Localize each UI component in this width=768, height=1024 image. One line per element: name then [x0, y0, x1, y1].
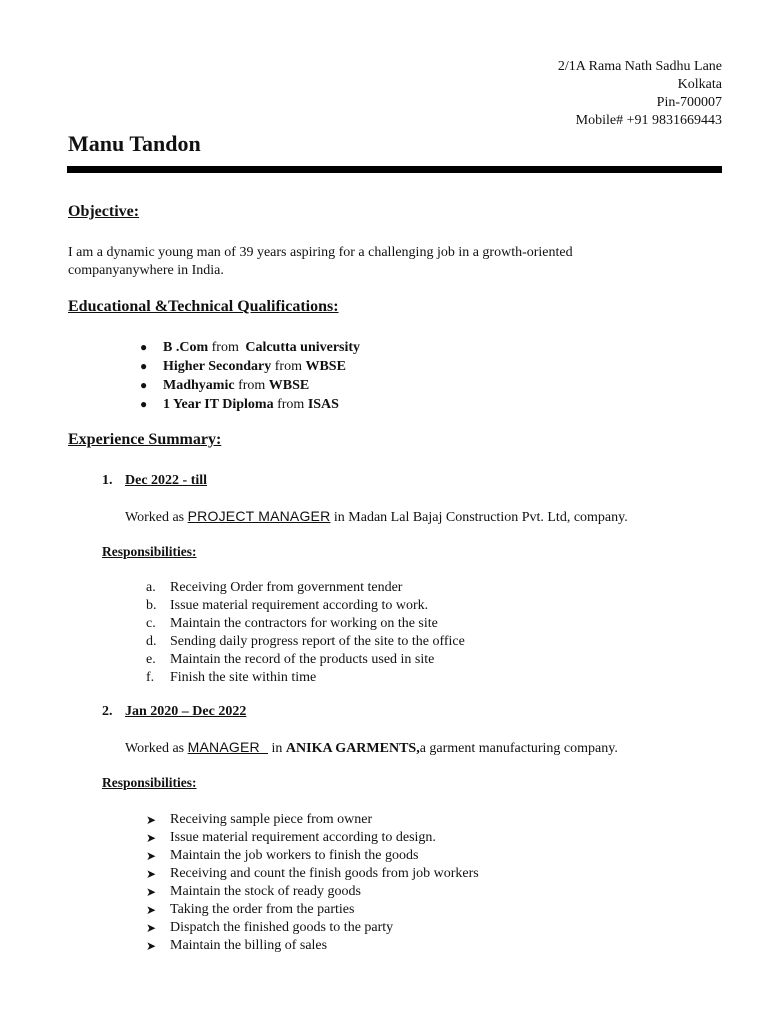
list-item: [0, 901, 479, 919]
responsibility-text: Issue material requirement according to design.: [170, 830, 436, 845]
responsibility-text: Receiving Order from government tender: [170, 580, 403, 595]
worked-suffix: in Madan Lal Bajaj Construction Pvt. Ltd, company.: [330, 510, 628, 525]
bullet-icon: ●: [140, 359, 148, 373]
responsibility-text: Sending daily progress report of the site to the office: [170, 634, 465, 649]
list-item: [0, 597, 465, 615]
candidate-name: Manu Tandon: [68, 131, 201, 156]
worked-middle: in: [268, 741, 286, 756]
list-item: [0, 919, 479, 937]
list-item: [0, 338, 360, 357]
experience-heading: Experience Summary:: [68, 431, 222, 448]
worked-prefix: Worked as: [125, 510, 188, 525]
list-item: [0, 395, 360, 414]
arrow-bullet-icon: ➤: [146, 813, 157, 827]
bullet-icon: ●: [140, 378, 148, 392]
edu-degree: Higher Secondary: [163, 359, 272, 374]
responsibility-text: Maintain the billing of sales: [170, 938, 328, 953]
responsibility-text: Receiving sample piece from owner: [170, 812, 373, 827]
responsibility-text: Dispatch the finished goods to the party: [170, 920, 394, 935]
responsibility-text: Maintain the contractors for working on the site: [170, 616, 438, 631]
list-item: [0, 811, 479, 829]
address-pin: Pin-700007: [656, 95, 722, 110]
arrow-bullet-icon: ➤: [146, 831, 157, 845]
job-1-description: [125, 508, 628, 526]
address-street: 2/1A Rama Nath Sadhu Lane: [557, 59, 722, 74]
list-item: [0, 633, 465, 651]
edu-from: from: [271, 359, 306, 374]
list-item: [0, 937, 479, 955]
edu-from: from: [234, 378, 269, 393]
job-period: Dec 2022 - till: [125, 473, 208, 488]
list-marker: d.: [146, 634, 157, 649]
edu-institution: Calcutta university: [245, 340, 361, 355]
job-1-responsibilities: [0, 579, 465, 687]
job-2-header: [102, 704, 246, 720]
arrow-bullet-icon: ➤: [146, 849, 157, 863]
objective-text: [68, 244, 688, 280]
edu-institution: ISAS: [307, 397, 339, 412]
responsibility-text: Issue material requirement according to work.: [170, 598, 429, 613]
arrow-bullet-icon: ➤: [146, 903, 157, 917]
bullet-icon: ●: [140, 340, 148, 354]
job-2-responsibilities: [0, 811, 479, 955]
list-marker: b.: [146, 598, 157, 613]
list-item: [0, 376, 360, 395]
address-block: [558, 58, 722, 130]
list-marker: f.: [146, 670, 155, 685]
responsibility-text: Maintain the record of the products used in site: [170, 652, 435, 667]
worked-suffix: a garment manufacturing company.: [419, 741, 618, 756]
edu-degree: Madhyamic: [163, 378, 235, 393]
list-marker: c.: [146, 616, 156, 631]
objective-line-1: I am a dynamic young man of 39 years aspiring for a challenging job in a growth-oriented: [68, 245, 573, 260]
list-item: [0, 357, 360, 376]
job-role: PROJECT MANAGER: [187, 508, 331, 524]
list-item: [0, 669, 465, 687]
responsibility-text: Taking the order from the parties: [170, 902, 355, 917]
list-item: [0, 883, 479, 901]
job-2-responsibilities-heading: Responsibilities:: [102, 775, 197, 790]
job-role: MANAGER: [187, 739, 269, 755]
job-number: 2.: [102, 704, 113, 719]
list-item: [0, 615, 465, 633]
list-item: [0, 829, 479, 847]
worked-prefix: Worked as: [125, 741, 188, 756]
edu-degree: 1 Year IT Diploma: [163, 397, 274, 412]
job-number: 1.: [102, 473, 113, 488]
list-item: [0, 651, 465, 669]
arrow-bullet-icon: ➤: [146, 921, 157, 935]
edu-institution: WBSE: [305, 359, 346, 374]
edu-institution: WBSE: [268, 378, 310, 393]
list-item: [0, 865, 479, 883]
objective-line-2: companyanywhere in India.: [68, 263, 224, 278]
list-item: [0, 847, 479, 865]
list-item: [0, 579, 465, 597]
job-period: Jan 2020 – Dec 2022: [125, 704, 247, 719]
list-marker: e.: [146, 652, 156, 667]
address-city: Kolkata: [677, 77, 722, 92]
responsibility-text: Maintain the stock of ready goods: [170, 884, 361, 899]
edu-degree: B .Com: [163, 340, 209, 355]
address-mobile: Mobile# +91 9831669443: [575, 113, 722, 128]
job-2-description: [125, 739, 618, 757]
company-name: ANIKA GARMENTS,: [285, 741, 420, 756]
job-1-responsibilities-heading: Responsibilities:: [102, 544, 197, 559]
arrow-bullet-icon: ➤: [146, 939, 157, 953]
arrow-bullet-icon: ➤: [146, 867, 157, 881]
responsibility-text: Finish the site within time: [170, 670, 317, 685]
education-heading: Educational &Technical Qualifications:: [68, 298, 339, 315]
list-marker: a.: [146, 580, 156, 595]
header-divider: [67, 166, 722, 173]
edu-from: from: [273, 397, 308, 412]
job-1-header: [102, 473, 207, 489]
education-list: [0, 338, 360, 414]
responsibility-text: Receiving and count the finish goods from job workers: [170, 866, 479, 881]
objective-heading: Objective:: [68, 203, 140, 220]
responsibility-text: Maintain the job workers to finish the goods: [170, 848, 419, 863]
edu-from: from: [208, 340, 243, 355]
arrow-bullet-icon: ➤: [146, 885, 157, 899]
bullet-icon: ●: [140, 397, 148, 411]
